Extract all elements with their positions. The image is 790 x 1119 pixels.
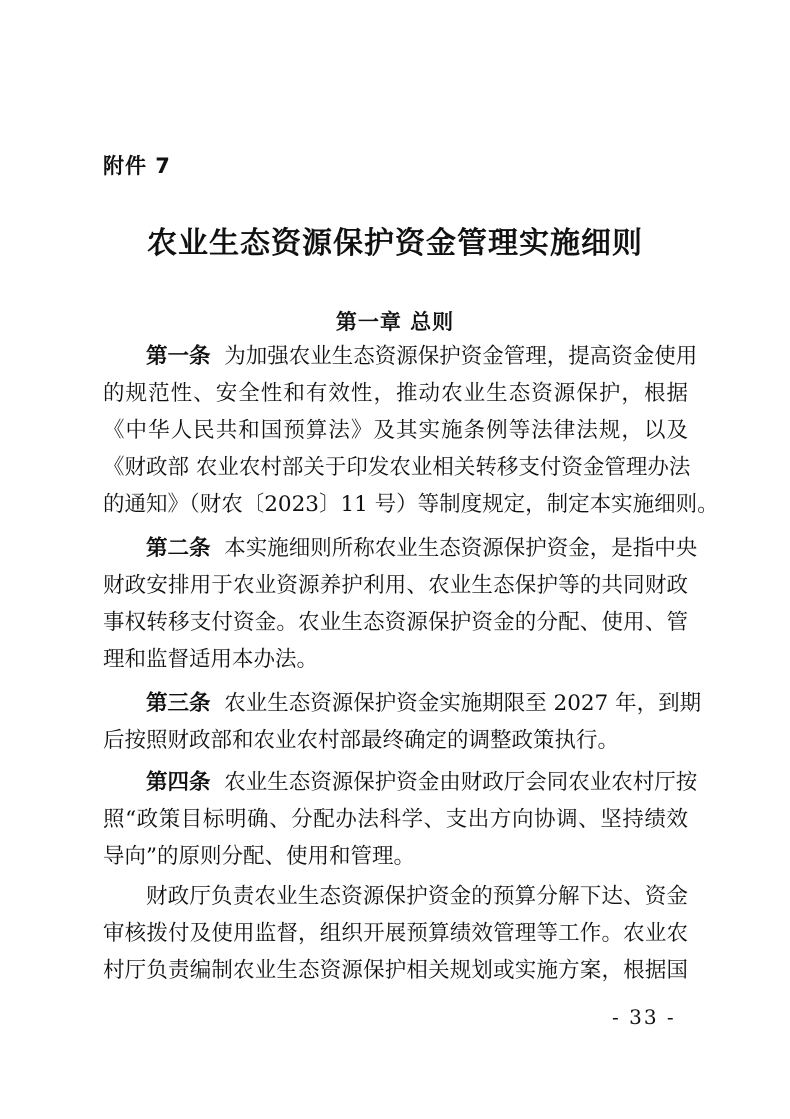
article-2-line-3: 事权转移支付资金。农业生态资源保护资金的分配、使用、管 [103, 610, 688, 635]
article-3-line-1: 第三条 农业生态资源保护资金实施期限至 2027 年，到期 [146, 691, 702, 716]
article-1-line-4: 《财政部 农业农村部关于印发农业相关转移支付资金管理办法 [103, 455, 691, 480]
paragraph-5-line-2: 审核拨付及使用监督，组织开展预算绩效管理等工作。农业农 [103, 921, 688, 946]
article-2-line-1: 第二条 本实施细则所称农业生态资源保护资金，是指中央 [146, 536, 698, 561]
article-2-line-2: 财政安排用于农业资源养护利用、农业生态保护等的共同财政 [103, 573, 688, 598]
article-3-line-2: 后按照财政部和农业农村部最终确定的调整政策执行。 [103, 728, 620, 753]
article-4-line-3: 导向”的原则分配、使用和管理。 [103, 844, 415, 869]
chapter-heading: 第一章 总则 [335, 310, 455, 334]
article-4-label: 第四条 [146, 770, 211, 795]
article-1-line-5: 的通知》（财农〔2023〕11 号）等制度规定，制定本实施细则。 [103, 492, 719, 517]
article-4-line-2: 照“政策目标明确、分配办法科学、支出方向协调、坚持绩效 [103, 807, 688, 832]
article-2-label: 第二条 [146, 536, 211, 561]
article-4-line-1: 第四条 农业生态资源保护资金由财政厅会同农业农村厅按 [146, 770, 698, 795]
article-1-label: 第一条 [146, 344, 211, 369]
article-1-line-3: 《中华人民共和国预算法》及其实施条例等法律法规，以及 [103, 418, 688, 443]
document-title: 农业生态资源保护资金管理实施细则 [147, 226, 643, 261]
page-number: - 33 - [612, 1005, 676, 1029]
attachment-label: 附件 7 [103, 154, 171, 178]
paragraph-5-line-1: 财政厅负责农业生态资源保护资金的预算分解下达、资金 [146, 884, 688, 909]
article-2-line-4: 理和监督适用本办法。 [103, 647, 319, 672]
paragraph-5-line-3: 村厅负责编制农业生态资源保护相关规划或实施方案，根据国 [103, 958, 688, 983]
article-1-line-2: 的规范性、安全性和有效性，推动农业生态资源保护，根据 [103, 381, 688, 406]
article-1-line-1: 第一条 为加强农业生态资源保护资金管理，提高资金使用 [146, 344, 698, 369]
article-3-label: 第三条 [146, 691, 211, 716]
